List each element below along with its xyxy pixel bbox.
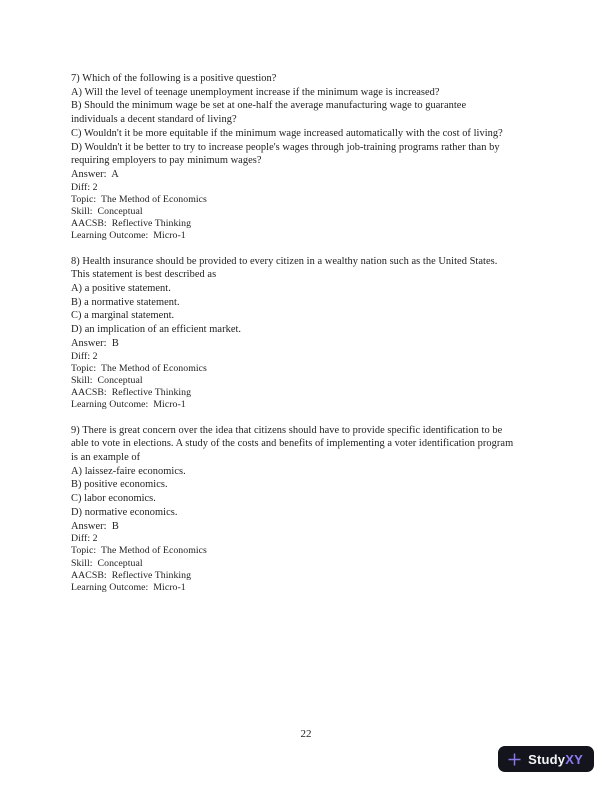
choice-line: individuals a decent standard of living? [71,114,237,126]
brand-name [528,752,583,767]
choice-line: C) Wouldn't it be more equitable if the minimum wage increased automatically with the cost of living? [71,127,503,139]
brand-name-accent: XY [565,751,583,767]
question-block-7 [71,72,592,243]
question-line: This statement is best described as [71,269,217,281]
choice-line: D) an implication of an efficient market. [71,324,242,336]
choice-line: A) laissez-faire economics. [71,465,186,477]
plus-icon [507,752,522,767]
page-number: 22 [300,728,312,740]
choice-line: D) Wouldn't it be better to try to increase people's wages through job-training programs rather than by [71,141,500,153]
choice-line: A) Will the level of teenage unemployment increase if the minimum wage is increased? [71,86,440,98]
meta-learning-outcome: Learning Outcome: Micro-1 [71,399,186,411]
question-block-9 [71,424,592,595]
question-block-8 [71,255,592,412]
meta-aacsb: AACSB: Reflective Thinking [71,387,192,399]
meta-diff: Diff: 2 [71,181,98,193]
meta-topic: Topic: The Method of Economics [71,193,207,205]
meta-learning-outcome: Learning Outcome: Micro-1 [71,582,186,594]
question-line: is an example of [71,451,141,463]
meta-skill: Skill: Conceptual [71,557,143,569]
answer-line: Answer: B [71,337,119,349]
choice-line: D) normative economics. [71,506,178,518]
question-line: 9) There is great concern over the idea that citizens should have to provide specific identification to be [71,424,503,436]
meta-learning-outcome: Learning Outcome: Micro-1 [71,230,186,242]
choice-line: B) a normative statement. [71,296,180,308]
meta-aacsb: AACSB: Reflective Thinking [71,218,192,230]
brand-name-primary: Study [528,751,566,767]
meta-aacsb: AACSB: Reflective Thinking [71,569,192,581]
question-line: 8) Health insurance should be provided to every citizen in a wealthy nation such as the United States. [71,255,498,267]
meta-diff: Diff: 2 [71,533,98,545]
choice-line: A) a positive statement. [71,283,171,295]
choice-line: B) Should the minimum wage be set at one-half the average manufacturing wage to guarantee [71,100,467,112]
meta-skill: Skill: Conceptual [71,206,143,218]
meta-diff: Diff: 2 [71,350,98,362]
choice-line: C) labor economics. [71,493,156,505]
answer-line: Answer: B [71,520,119,532]
meta-topic: Topic: The Method of Economics [71,545,207,557]
answer-line: Answer: A [71,168,119,180]
question-line: able to vote in elections. A study of the costs and benefits of implementing a voter identification program [71,438,514,450]
question-line: 7) Which of the following is a positive question? [71,73,277,84]
choice-line: C) a marginal statement. [71,310,175,322]
studyxy-logo [498,746,594,772]
meta-skill: Skill: Conceptual [71,374,143,386]
meta-topic: Topic: The Method of Economics [71,362,207,374]
choice-line: B) positive economics. [71,479,168,491]
question-list [71,72,592,606]
choice-line: requiring employers to pay minimum wages? [71,155,262,167]
